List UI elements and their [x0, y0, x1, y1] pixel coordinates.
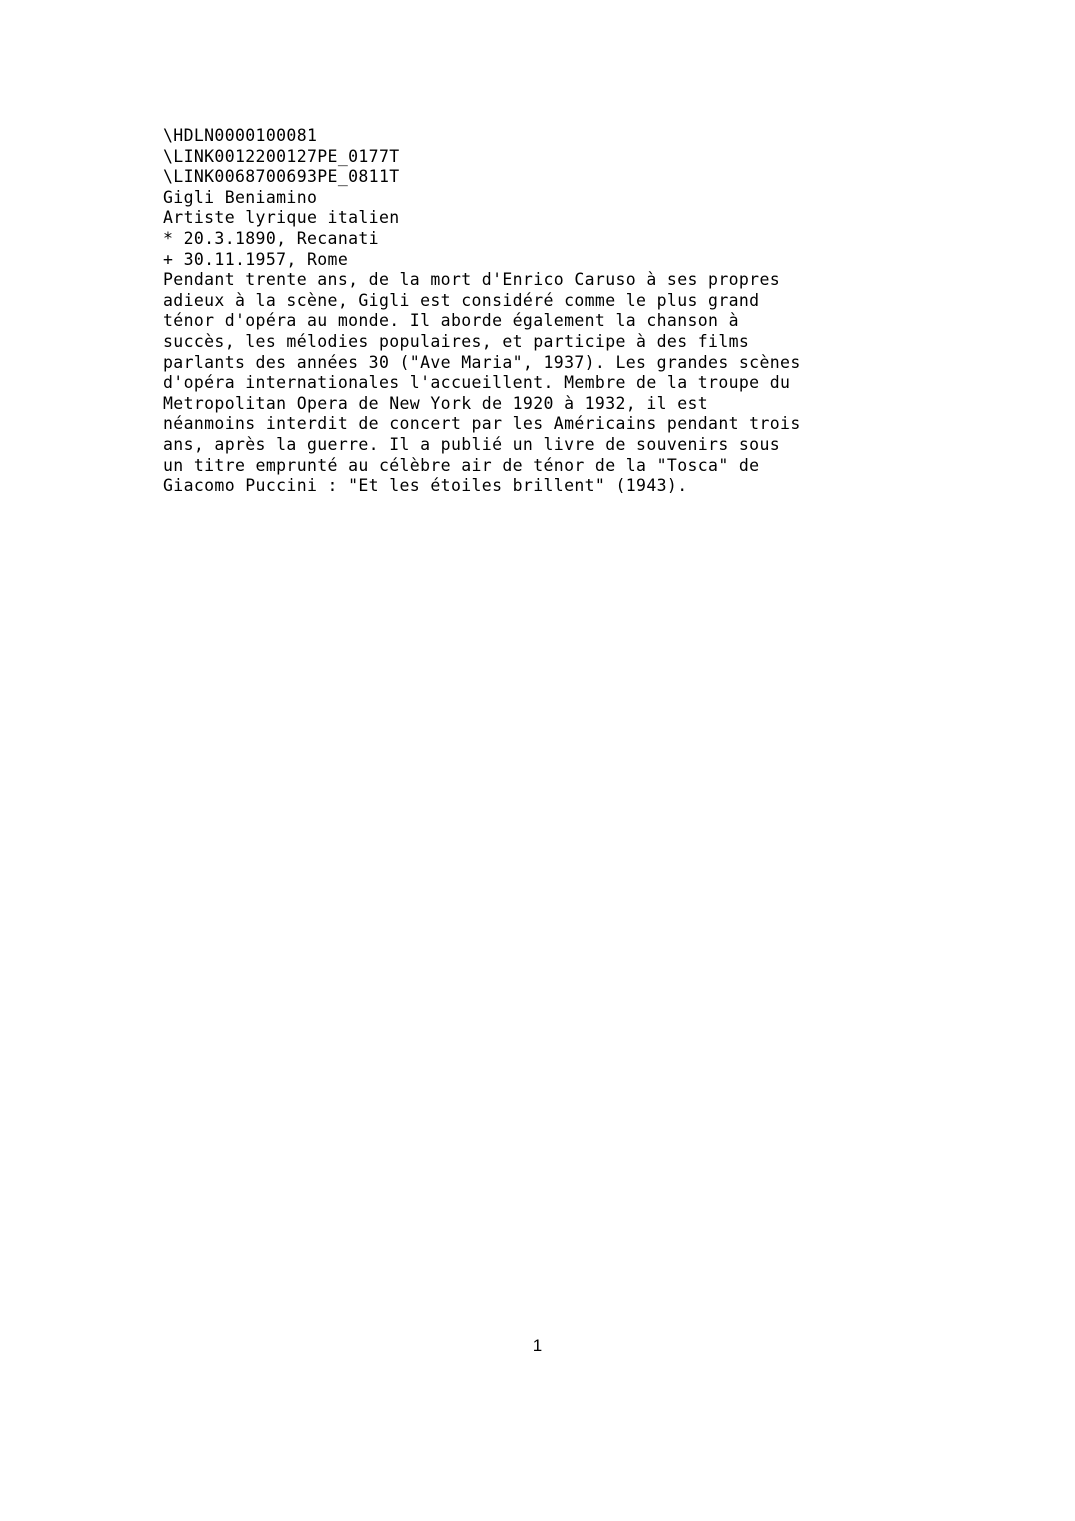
document-line: \LINK0068700693PE_0811T [163, 167, 400, 187]
document-line: Pendant trente ans, de la mort d'Enrico Caruso à ses propres [163, 270, 781, 290]
document-line: Gigli Beniamino [163, 187, 318, 207]
document-line: + 30.11.1957, Rome [163, 249, 349, 269]
document-line: succès, les mélodies populaires, et participe à des films [163, 331, 750, 351]
document-line: Metropolitan Opera de New York de 1920 à 1932, il est [163, 393, 709, 413]
document-line: adieux à la scène, Gigli est considéré comme le plus grand [163, 290, 760, 310]
document-line: d'opéra internationales l'accueillent. Membre de la troupe du [163, 373, 791, 393]
document-line: Artiste lyrique italien [163, 208, 400, 228]
document-line: \LINK0012200127PE_0177T [163, 146, 400, 166]
document-line: * 20.3.1890, Recanati [163, 228, 379, 248]
document-line: \HDLN0000100081 [163, 126, 318, 145]
document-line: ténor d'opéra au monde. Il aborde également la chanson à [163, 311, 739, 331]
document-line: néanmoins interdit de concert par les Américains pendant trois [163, 414, 801, 434]
document-line: parlants des années 30 ("Ave Maria", 1937). Les grandes scènes [163, 352, 801, 372]
document-line: un titre emprunté au célèbre air de ténor de la "Tosca" de [163, 455, 760, 475]
document-text-block [163, 126, 953, 497]
document-line: Giacomo Puccini : "Et les étoiles brillent" (1943). [163, 476, 688, 496]
page-number: 1 [532, 1336, 543, 1355]
document-line: ans, après la guerre. Il a publié un livre de souvenirs sous [163, 434, 781, 454]
